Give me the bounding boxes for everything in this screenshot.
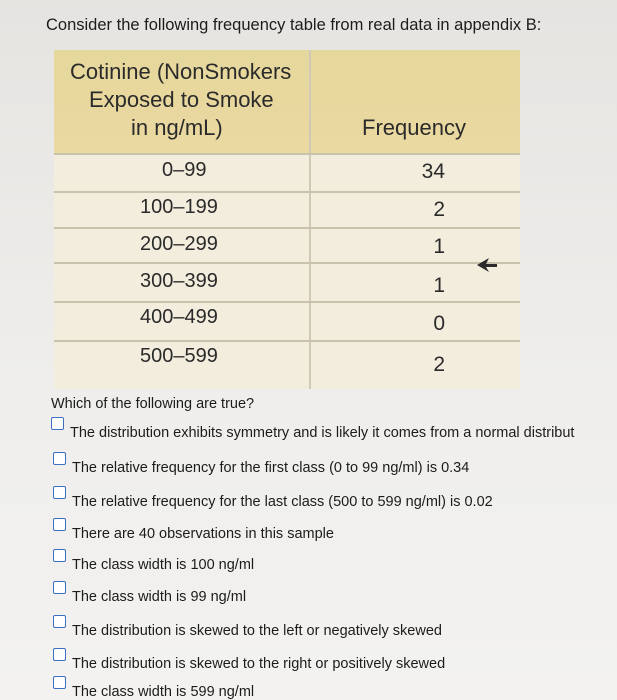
table-header: [54, 50, 520, 153]
table-row-class: 0–99: [162, 159, 207, 181]
checkbox-icon[interactable]: [53, 486, 66, 499]
checkbox-icon[interactable]: [53, 452, 66, 465]
row-divider: [54, 227, 520, 229]
question-prompt: Consider the following frequency table from real data in appendix B:: [46, 16, 542, 34]
answer-option-label: The class width is 100 ng/ml: [72, 557, 255, 573]
table-row-frequency: 34: [421, 160, 445, 183]
table-row-frequency: 0: [433, 312, 445, 335]
checkbox-icon[interactable]: [53, 676, 66, 689]
checkbox-icon[interactable]: [53, 549, 66, 562]
class-column-header: [54, 58, 309, 142]
checkbox-icon[interactable]: [53, 615, 66, 628]
row-divider: [54, 301, 520, 303]
frequency-column-header: Frequency: [362, 115, 466, 140]
checkbox-icon[interactable]: [51, 417, 64, 430]
frequency-table: [54, 50, 520, 389]
class-header-line-2: Exposed to Smoke: [89, 87, 274, 112]
answer-option-label: The distribution exhibits symmetry and is likely it comes from a normal distribut: [70, 425, 575, 441]
checkbox-icon[interactable]: [53, 518, 66, 531]
table-row-class: 200–299: [140, 233, 218, 255]
table-row-frequency: 2: [433, 198, 445, 221]
checkbox-icon[interactable]: [53, 648, 66, 661]
mouse-pointer-icon: [476, 256, 498, 274]
answer-option-label: The distribution is skewed to the left or negatively skewed: [72, 623, 442, 639]
row-divider: [54, 153, 520, 155]
table-row-class: 400–499: [140, 306, 218, 328]
answer-option-label: There are 40 observations in this sample: [72, 526, 334, 542]
row-divider: [54, 191, 520, 193]
row-divider: [54, 340, 520, 342]
question-text: Which of the following are true?: [51, 396, 255, 412]
table-row-frequency: 2: [433, 353, 445, 376]
answer-option-label: The distribution is skewed to the right or positively skewed: [72, 656, 446, 672]
row-divider: [54, 262, 520, 264]
answer-option-label: The class width is 99 ng/ml: [72, 589, 247, 605]
answer-option-label: The relative frequency for the first class (0 to 99 ng/ml) is 0.34: [72, 460, 470, 476]
table-row-class: 100–199: [140, 196, 218, 218]
table-row-frequency: 1: [433, 235, 445, 258]
table-row-frequency: 1: [433, 274, 445, 297]
table-row-class: 500–599: [140, 345, 218, 367]
class-header-line-1: Cotinine (NonSmokers: [70, 59, 292, 84]
answer-option-label: The class width is 599 ng/ml: [72, 684, 255, 700]
class-header-line-3: in ng/mL): [131, 115, 223, 140]
table-row-class: 300–399: [140, 270, 218, 292]
column-divider: [309, 50, 311, 389]
checkbox-icon[interactable]: [53, 581, 66, 594]
answer-option-label: The relative frequency for the last class (500 to 599 ng/ml) is 0.02: [72, 494, 493, 510]
